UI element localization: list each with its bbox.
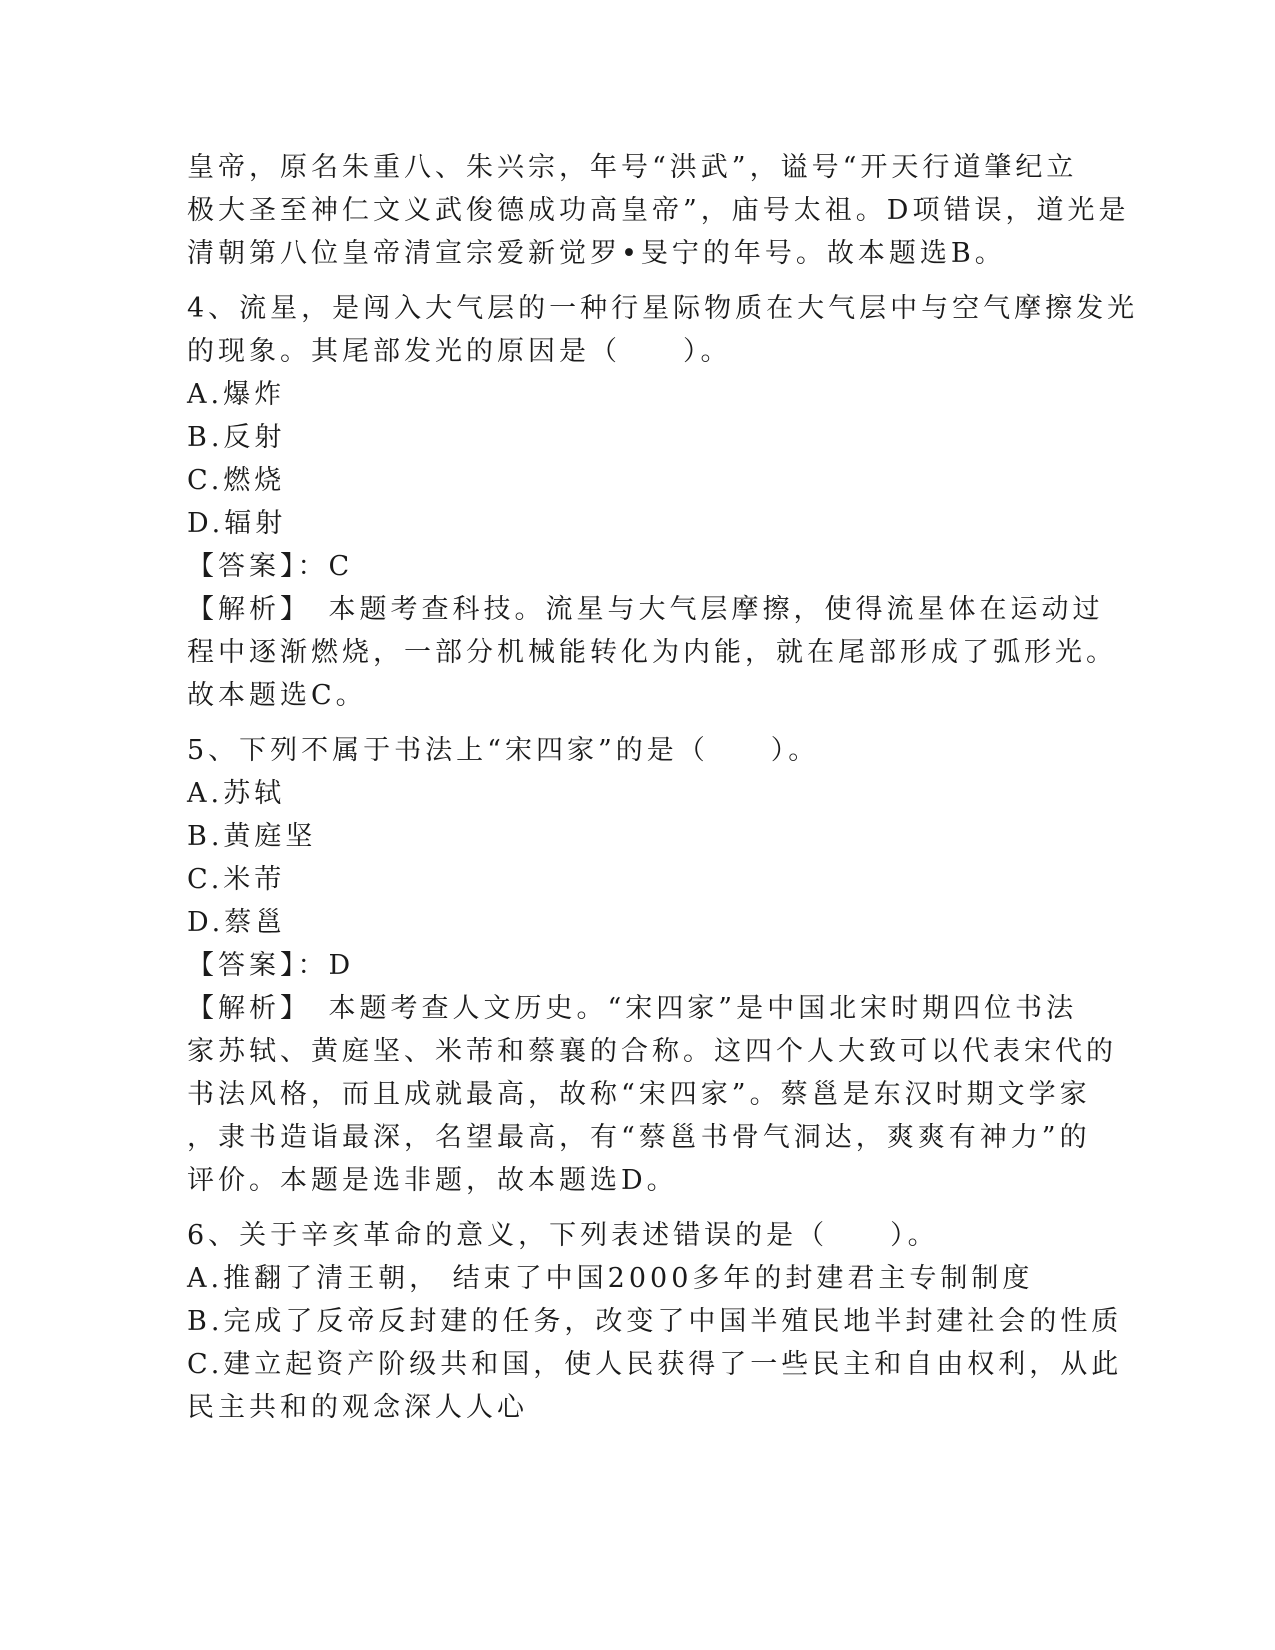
text-line: 极大圣至神仁文义武俊德成功高皇帝”，庙号太祖。D项错误，道光是 (187, 195, 1130, 226)
previous-analysis-continuation (187, 146, 1130, 275)
option-d: D.辐射 (187, 508, 287, 539)
text-line: 清朝第八位皇帝清宣宗爱新觉罗•旻宁的年号。故本题选B。 (187, 238, 1006, 269)
analysis-line: 家苏轼、黄庭坚、米芾和蔡襄的合称。这四个人大致可以代表宋代的 (187, 1036, 1117, 1067)
answer-line: 【答案】：C (187, 551, 354, 582)
document-page (187, 146, 1139, 1429)
option-a: A.推翻了清王朝， 结束了中国2000多年的封建君主专制制度 (187, 1263, 1034, 1294)
option-b: B.完成了反帝反封建的任务，改变了中国半殖民地半封建社会的性质 (187, 1306, 1123, 1337)
option-a: A.苏轼 (187, 778, 286, 809)
question-stem: 5、下列不属于书法上“宋四家”的是（ ）。 (187, 735, 820, 766)
question-6 (187, 1214, 1123, 1429)
analysis-line: ，隶书造诣最深，名望最高，有“蔡邕书骨气洞达，爽爽有神力”的 (187, 1122, 1091, 1153)
analysis-line: 故本题选C。 (187, 680, 367, 711)
question-stem: 6、关于辛亥革命的意义，下列表述错误的是（ ）。 (187, 1220, 939, 1251)
question-stem: 4、流星，是闯入大气层的一种行星际物质在大气层中与空气摩擦发光 (187, 293, 1139, 324)
option-a: A.爆炸 (187, 379, 286, 410)
answer-line: 【答案】：D (187, 950, 355, 981)
option-b: B.反射 (187, 422, 286, 453)
option-d: D.蔡邕 (187, 907, 287, 938)
analysis-line: 评价。本题是选非题，故本题选D。 (187, 1165, 678, 1196)
option-c-continuation: 民主共和的观念深人人心 (187, 1392, 528, 1423)
analysis-line: 【解析】 本题考查人文历史。“宋四家”是中国北宋时期四位书法 (187, 993, 1078, 1024)
option-b: B.黄庭坚 (187, 821, 317, 852)
question-stem: 的现象。其尾部发光的原因是（ ）。 (187, 336, 732, 367)
option-c: C.建立起资产阶级共和国，使人民获得了一些民主和自由权利，从此 (187, 1349, 1123, 1380)
question-4 (187, 287, 1139, 717)
text-line: 皇帝，原名朱重八、朱兴宗，年号“洪武”，谥号“开天行道肇纪立 (187, 152, 1078, 183)
option-c: C.燃烧 (187, 465, 286, 496)
analysis-line: 书法风格，而且成就最高，故称“宋四家”。蔡邕是东汉时期文学家 (187, 1079, 1091, 1110)
option-c: C.米芾 (187, 864, 286, 895)
question-5 (187, 729, 1117, 1202)
analysis-line: 程中逐渐燃烧，一部分机械能转化为内能，就在尾部形成了弧形光。 (187, 637, 1117, 668)
analysis-line: 【解析】 本题考查科技。流星与大气层摩擦，使得流星体在运动过 (187, 594, 1104, 625)
